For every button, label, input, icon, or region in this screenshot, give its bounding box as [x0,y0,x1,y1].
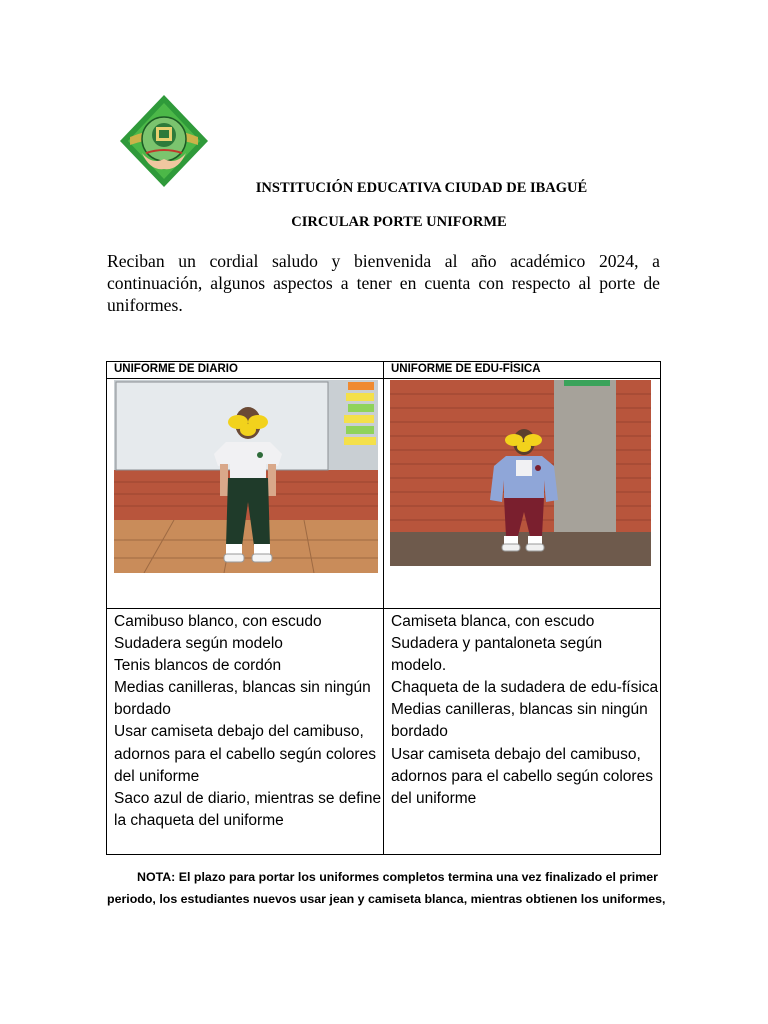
intro-paragraph: Reciban un cordial saludo y bienvenida al año académico 2024, a continuación, algunos aspectos a tener en cuenta con respecto al porte de uniformes. [107,251,660,315]
school-logo [118,93,210,189]
list-item: Saco azul de diario, mientras se define la chaqueta del uniforme [114,789,382,829]
pe-photo-cell [384,379,661,609]
list-item: Tenis blancos de cordón [114,657,282,675]
note-paragraph [107,866,667,910]
daily-uniform-photo [114,380,378,573]
list-item: Camiseta blanca, con escudo [391,613,595,630]
uniform-table [106,361,661,855]
logo-emblem [120,95,208,187]
description-row [107,609,661,855]
institution-name: INSTITUCIÓN EDUCATIVA CIUDAD DE IBAGUÉ [255,180,588,196]
list-item: Camibuso blanco, con escudo [114,613,322,630]
list-item: Sudadera y pantaloneta según modelo. [391,635,603,675]
list-item: Medias canilleras, blancas sin ningún bordado [391,701,648,741]
daily-photo-cell [107,379,384,609]
note-text: El plazo para portar los uniformes completos termina una vez finalizado el primer periodo, los estudiantes nuevos usar jean y camiseta blanca, mientras obtienen los uniformes, [107,870,666,906]
list-item: Sudadera según modelo [114,635,283,653]
daily-uniform-list [107,609,384,855]
list-item: Usar camiseta debajo del camibuso, adornos para el cabello según colores del uniforme [391,745,653,807]
circular-title: CIRCULAR PORTE UNIFORME [291,214,507,230]
list-item: Chaqueta de la sudadera de edu-física [391,679,659,697]
pe-uniform-header: UNIFORME DE EDU-FÍSICA [384,362,661,379]
note-label: NOTA: [137,870,176,884]
pe-uniform-photo [390,380,651,566]
table-header-row [107,362,661,379]
list-item: Medias canilleras, blancas sin ningún bordado [114,679,371,719]
daily-uniform-header: UNIFORME DE DIARIO [107,362,384,379]
list-item: Usar camiseta debajo del camibuso, adornos para el cabello según colores del uniforme [114,723,376,785]
photo-row [107,379,661,609]
pe-uniform-list [384,609,661,855]
